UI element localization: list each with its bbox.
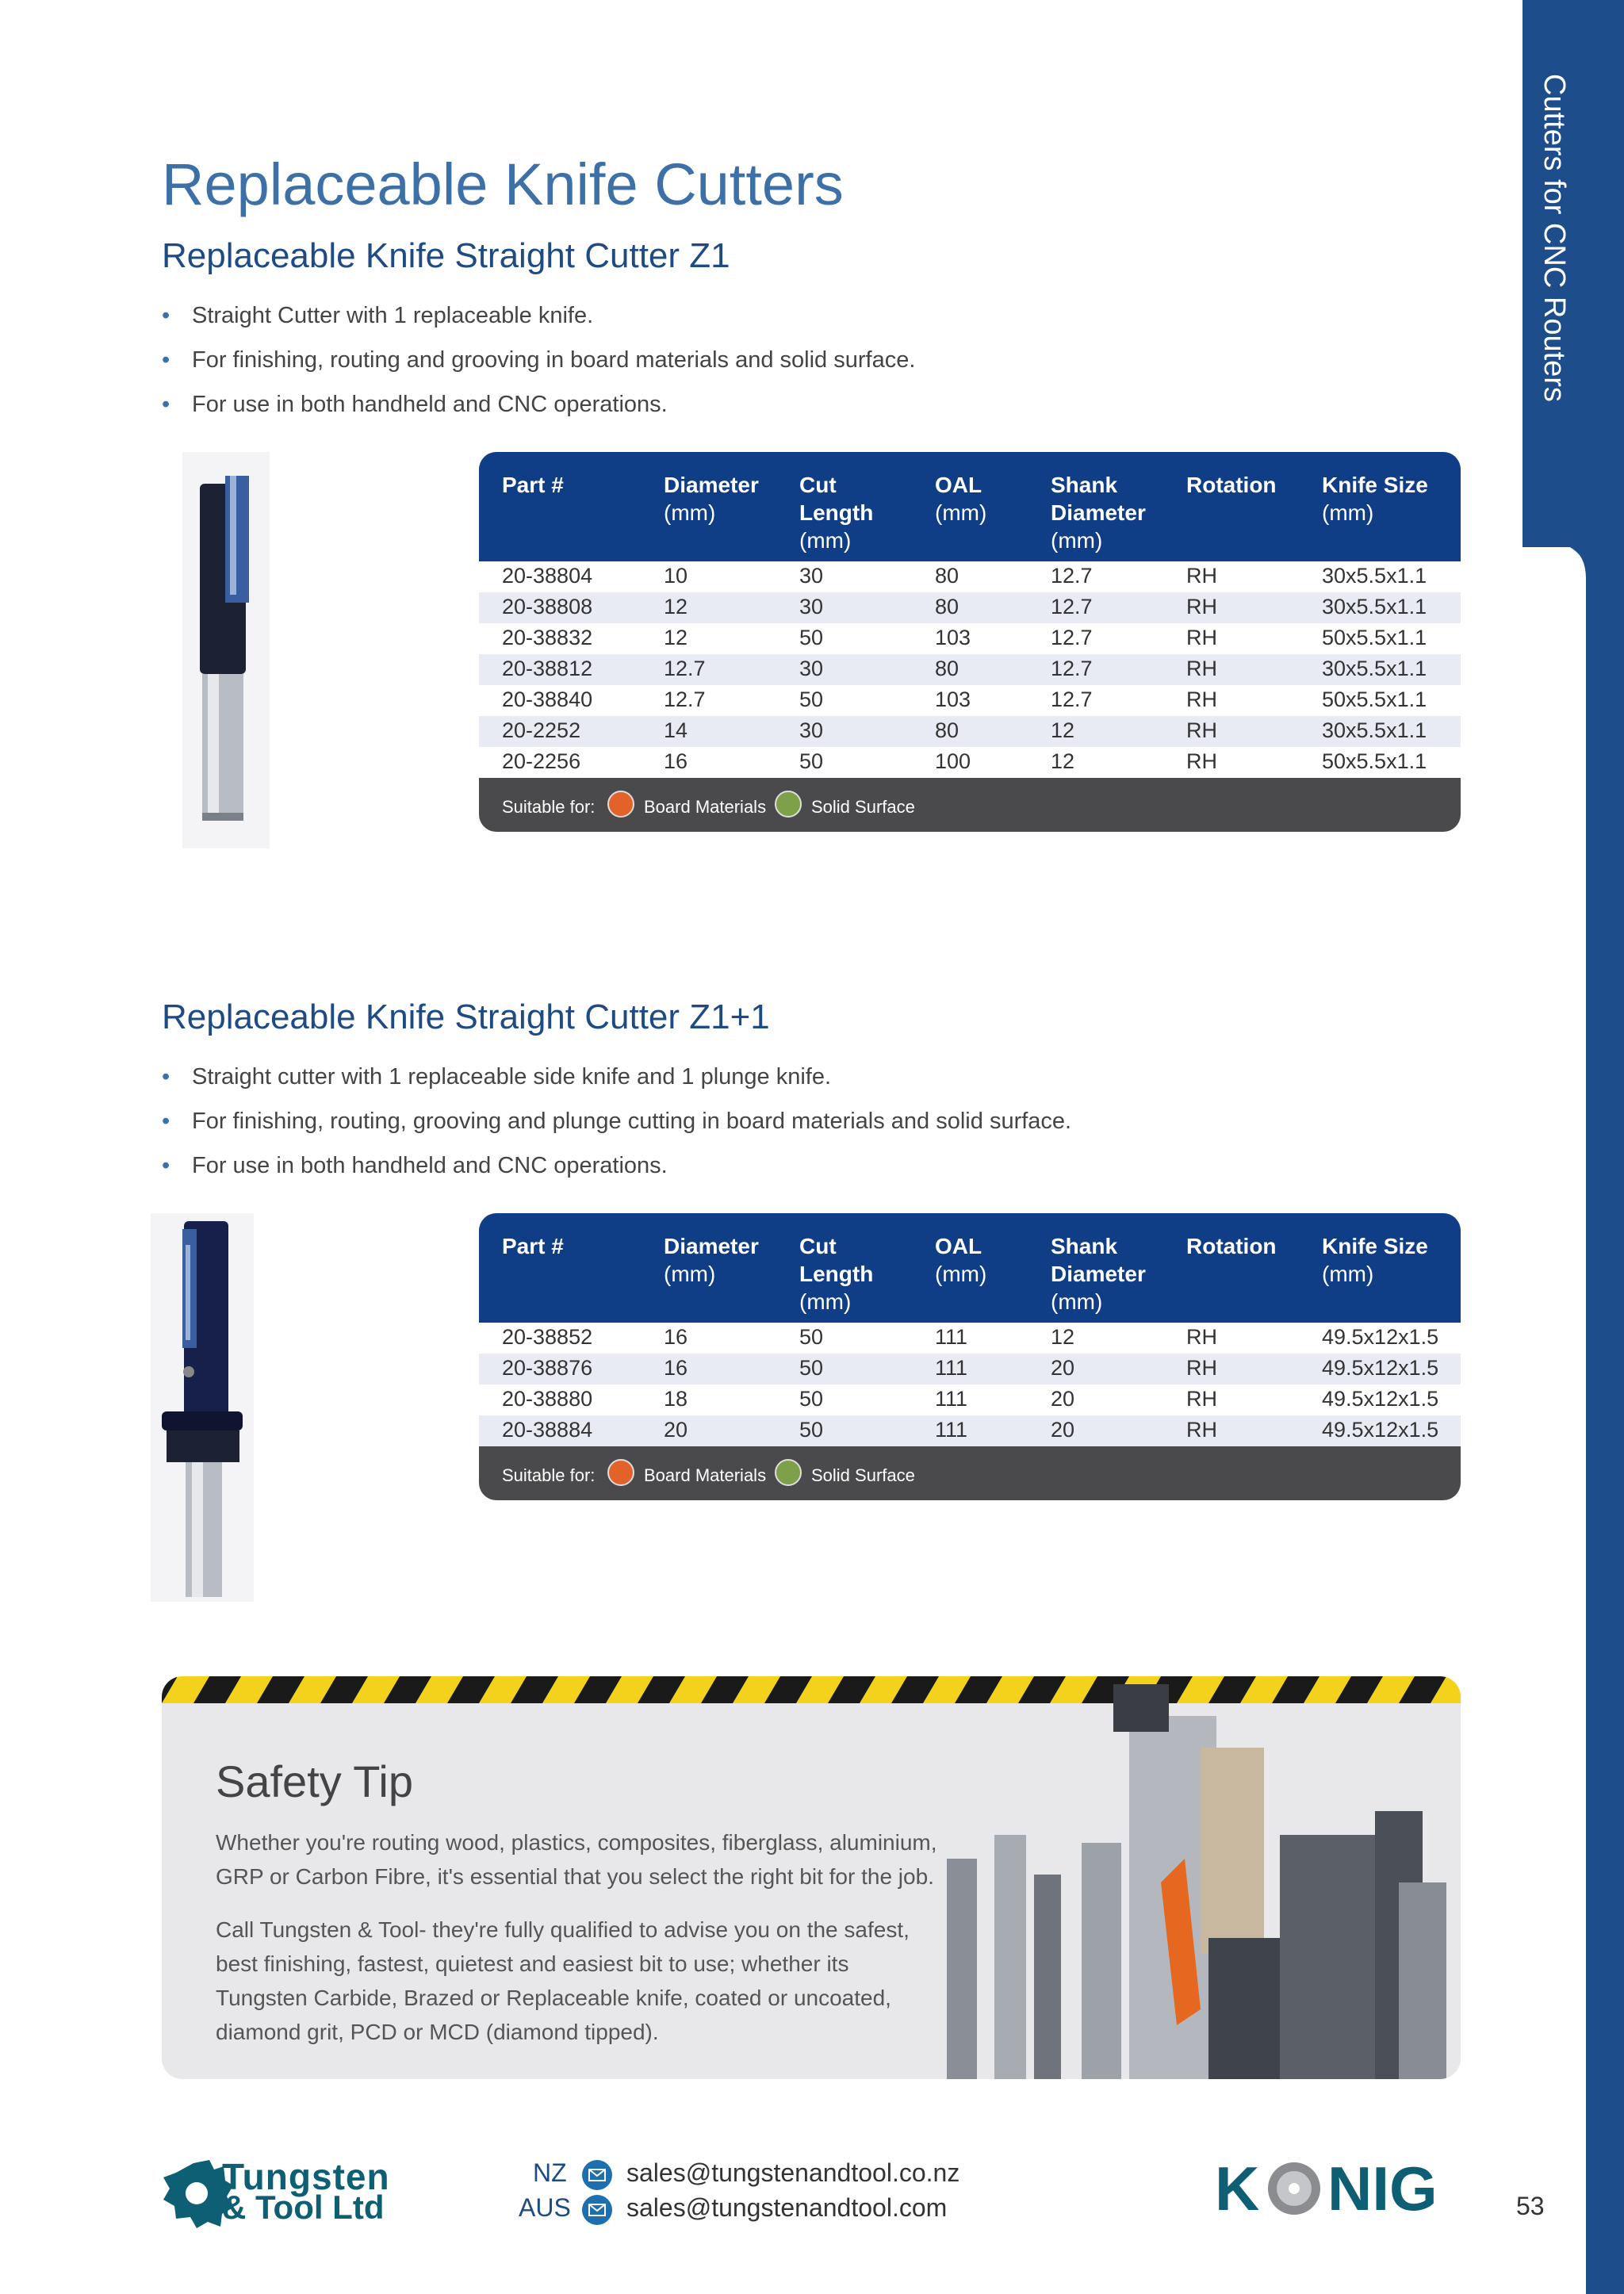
saw-blade-icon: [1266, 2160, 1323, 2217]
page-title: Replaceable Knife Cutters: [162, 151, 844, 217]
solid-surface-icon: [775, 791, 802, 818]
bullet-dot-icon: •: [162, 392, 170, 417]
bullet-dot-icon: •: [162, 1153, 170, 1178]
table-cell: 103: [935, 626, 971, 649]
table-cell: 49.5x12x1.5: [1322, 1418, 1439, 1442]
table-cell: RH: [1186, 657, 1217, 680]
table-cell: 16: [664, 1325, 688, 1349]
table-cell: 103: [935, 687, 971, 711]
table-cell: 20-2252: [502, 718, 581, 742]
table-body: [479, 561, 1461, 778]
table-cell: RH: [1186, 718, 1217, 742]
table-row: [479, 561, 1461, 592]
table-cell: 12: [664, 595, 688, 618]
table-cell: 111: [935, 1418, 968, 1442]
table-row: [479, 1384, 1461, 1415]
table-cell: 20-38808: [502, 595, 593, 618]
suitable-label: Suitable for:: [502, 1465, 596, 1485]
table-cell: 12.7: [664, 657, 706, 680]
table-cell: 12: [664, 626, 688, 649]
email-icon: [582, 2195, 612, 2229]
table-cell: RH: [1186, 1325, 1217, 1349]
table-cell: 100: [935, 749, 971, 773]
konig-logo: [1215, 2155, 1462, 2222]
safety-tip-box: [162, 1676, 1461, 2079]
table-cell: 20: [1051, 1418, 1075, 1442]
table-cell: 12: [1051, 1325, 1075, 1349]
table-cell: 18: [664, 1387, 688, 1411]
col-part: Part #: [502, 1234, 564, 1258]
table-cell: 80: [935, 564, 959, 588]
table-cell: 50x5.5x1.1: [1322, 687, 1427, 711]
col-knife-size: Knife Size (mm): [1322, 473, 1428, 525]
table-cell: 20-38880: [502, 1387, 593, 1411]
col-oal: OAL (mm): [935, 473, 987, 525]
table-cell: 12.7: [664, 687, 706, 711]
bullet-item: • For use in both handheld and CNC operations.: [162, 1153, 668, 1178]
country-aus: AUS: [519, 2193, 571, 2222]
table-cell: 49.5x12x1.5: [1322, 1325, 1439, 1349]
table-cell: RH: [1186, 595, 1217, 618]
bullet-dot-icon: •: [162, 347, 170, 373]
table-cell: 12.7: [1051, 626, 1093, 649]
section2-table: [479, 1213, 1461, 1500]
col-rotation: Rotation: [1186, 1234, 1277, 1258]
table-cell: 30: [799, 718, 824, 742]
table-cell: 30: [799, 595, 824, 618]
table-cell: RH: [1186, 1356, 1217, 1380]
table-cell: RH: [1186, 626, 1217, 649]
table-row: [479, 685, 1461, 716]
table-cell: 30x5.5x1.1: [1322, 564, 1427, 588]
table-header: [479, 452, 1461, 561]
table-cell: 12.7: [1051, 657, 1093, 680]
suitable-item: Board Materials: [644, 1465, 767, 1485]
table-cell: 50: [799, 1325, 824, 1349]
col-knife-size: Knife Size (mm): [1322, 1234, 1428, 1286]
table-cell: 49.5x12x1.5: [1322, 1356, 1439, 1380]
table-cell: 49.5x12x1.5: [1322, 1387, 1439, 1411]
email-link[interactable]: sales@tungstenandtool.co.nz: [626, 2158, 960, 2187]
table-footer: [479, 778, 1461, 832]
col-cut-length: Cut Length (mm): [799, 1234, 874, 1314]
table-cell: 20-38852: [502, 1325, 593, 1349]
table-cell: 50: [799, 749, 824, 773]
bullet-item: • Straight Cutter with 1 replaceable knife.: [162, 303, 594, 328]
table-cell: RH: [1186, 749, 1217, 773]
table-cell: 50: [799, 1418, 824, 1442]
suitable-item: Board Materials: [644, 797, 767, 817]
table-cell: 50x5.5x1.1: [1322, 626, 1427, 649]
board-materials-icon: [607, 791, 634, 818]
konig-logo-nig: NIG: [1327, 2154, 1438, 2223]
straight-cutter-z1-image: [182, 452, 270, 848]
table-row: [479, 1354, 1461, 1384]
col-cut-length: Cut Length (mm): [799, 473, 874, 553]
table-cell: 30x5.5x1.1: [1322, 595, 1427, 618]
bullet-item: • For finishing, routing and grooving in board materials and solid surface.: [162, 347, 916, 373]
table-cell: 20-38840: [502, 687, 593, 711]
table-cell: 80: [935, 595, 959, 618]
table-cell: 50: [799, 687, 824, 711]
table-cell: 111: [935, 1325, 968, 1349]
logo-line1: Tungsten: [222, 2156, 390, 2197]
email-link[interactable]: sales@tungstenandtool.com: [626, 2193, 948, 2222]
side-bar: [1586, 547, 1624, 2294]
page-number: 53: [1516, 2192, 1545, 2220]
table-row: [479, 747, 1461, 778]
section2-subtitle: Replaceable Knife Straight Cutter Z1+1: [162, 998, 770, 1036]
table-cell: 20-2256: [502, 749, 581, 773]
email-icon: [582, 2160, 612, 2194]
bullet-dot-icon: •: [162, 303, 170, 328]
col-shank-diameter: Shank Diameter (mm): [1051, 1234, 1146, 1314]
table-cell: 12: [1051, 749, 1075, 773]
col-oal: OAL (mm): [935, 1234, 987, 1286]
table-cell: 111: [935, 1387, 968, 1411]
table-cell: 50x5.5x1.1: [1322, 749, 1427, 773]
table-header: [479, 1213, 1461, 1323]
table-row: [479, 623, 1461, 654]
table-cell: 12.7: [1051, 687, 1093, 711]
safety-title: Safety Tip: [216, 1756, 414, 1806]
table-cell: 50: [799, 1387, 824, 1411]
table-cell: 20-38876: [502, 1356, 593, 1380]
table-row: [479, 654, 1461, 685]
table-cell: 80: [935, 718, 959, 742]
table-cell: 20-38812: [502, 657, 593, 680]
table-cell: 20: [1051, 1387, 1075, 1411]
suitable-item: Solid Surface: [811, 1465, 915, 1485]
col-part: Part #: [502, 473, 564, 497]
table-cell: 12.7: [1051, 564, 1093, 588]
table-cell: 30: [799, 564, 824, 588]
table-cell: 20: [664, 1418, 688, 1442]
table-cell: 16: [664, 1356, 688, 1380]
table-cell: 20-38884: [502, 1418, 593, 1442]
col-rotation: Rotation: [1186, 473, 1277, 497]
col-diameter: Diameter (mm): [664, 473, 759, 525]
straight-cutter-z1-1-image: [151, 1213, 254, 1602]
table-cell: RH: [1186, 564, 1217, 588]
bullet-dot-icon: •: [162, 1064, 170, 1090]
safety-paragraph: Whether you're routing wood, plastics, composites, fiberglass, aluminium, GRP or Carbon Fibre, it's essential that you select the right bit for the job.: [216, 1830, 937, 1889]
suitable-item: Solid Surface: [811, 797, 915, 817]
table-cell: 20-38832: [502, 626, 593, 649]
table-cell: 30x5.5x1.1: [1322, 718, 1427, 742]
table-cell: 16: [664, 749, 688, 773]
bullet-dot-icon: •: [162, 1109, 170, 1134]
table-cell: RH: [1186, 1387, 1217, 1411]
table-cell: 30x5.5x1.1: [1322, 657, 1427, 680]
table-cell: 20-38804: [502, 564, 593, 588]
bullet-item: • For finishing, routing, grooving and plunge cutting in board materials and solid surface.: [162, 1109, 1072, 1134]
table-cell: 12: [1051, 718, 1075, 742]
table-cell: 14: [664, 718, 688, 742]
table-cell: RH: [1186, 1418, 1217, 1442]
table-footer: [479, 1446, 1461, 1500]
router-bits-image: [931, 1676, 1461, 2079]
section1-subtitle: Replaceable Knife Straight Cutter Z1: [162, 236, 730, 275]
table-cell: 10: [664, 564, 688, 588]
bullet-item: • Straight cutter with 1 replaceable side knife and 1 plunge knife.: [162, 1064, 832, 1090]
col-diameter: Diameter (mm): [664, 1234, 759, 1286]
table-cell: RH: [1186, 687, 1217, 711]
country-nz: NZ: [533, 2158, 567, 2187]
safety-paragraph: Call Tungsten & Tool- they're fully qualified to advise you on the safest, best finishing, fastest, quietest and easiest bit to use; whether its Tungsten Carbide, Brazed or Replaceable knife, coated or uncoated, diamond grit, PCD or MCD (diamond tipped).: [216, 1917, 910, 2044]
table-cell: 50: [799, 1356, 824, 1380]
section1-bullets: [162, 303, 1272, 436]
side-tab-label: Cutters for CNC Routers: [1538, 74, 1571, 402]
suitable-label: Suitable for:: [502, 797, 596, 817]
table-cell: 50: [799, 626, 824, 649]
table-row: [479, 1415, 1461, 1446]
table-row: [479, 716, 1461, 747]
konig-logo-k: K: [1215, 2154, 1260, 2223]
table-body: [479, 1323, 1461, 1446]
table-cell: 111: [935, 1356, 968, 1380]
section1-table: [479, 452, 1461, 832]
bullet-item: • For use in both handheld and CNC operations.: [162, 392, 668, 417]
table-row: [479, 592, 1461, 623]
solid-surface-icon: [775, 1459, 802, 1486]
table-cell: 80: [935, 657, 959, 680]
table-cell: 30: [799, 657, 824, 680]
logo-line2: & Tool Ltd: [222, 2189, 385, 2226]
table-cell: 20: [1051, 1356, 1075, 1380]
table-row: [479, 1323, 1461, 1354]
board-materials-icon: [607, 1459, 634, 1486]
section2-bullets: [162, 1064, 1351, 1197]
table-cell: 12.7: [1051, 595, 1093, 618]
col-shank-diameter: Shank Diameter (mm): [1051, 473, 1146, 553]
